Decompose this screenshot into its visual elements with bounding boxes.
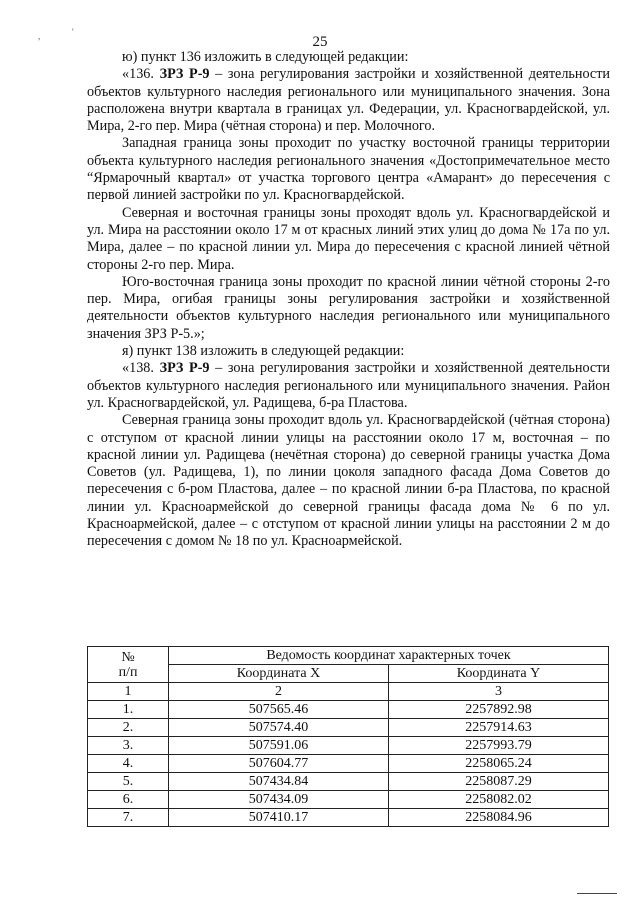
paragraph-north-border: Северная граница зоны проходит вдоль ул. Красногвардейской (чётная сторона) с отступом от красной линии улицы на расстоянии около 17 м, восточная – по красной линии ул. Радищева (нечётная сторона) до северной границы участка Дома Советов (ул. Радищева, 1), по линии цоколя западного фасада Дома Советов до пересечения с б-ром Пластова, далее – по красной линии б-ра Пластова, по красной линии ул. Красноармейской до северной границы фасада дома № 6 по ул. Красноармейской, далее – с отступом от красной линии улицы на расстоянии 2 м до пересечения с домом № 18 по ул. Красноармейской. <box>87 412 610 550</box>
zone-code: ЗРЗ Р-9 <box>159 66 210 83</box>
table-cell-number: 5. <box>88 773 169 791</box>
paragraph-west-border: Западная граница зоны проходит по участку восточной границы территории объекта культурного наследия регионального значения «Достопримечательное место “Ярмарочный квартал» от участка торгового центра «Амарант» до пересечения с первой линией застройки по ул. Красногвардейской. <box>87 135 610 204</box>
header-number <box>88 647 169 683</box>
paragraph-item-ya: я) пункт 138 изложить в следующей редакции: <box>122 343 405 360</box>
table-cell-x: 507565.46 <box>169 701 389 719</box>
paragraph-north-east-border: Северная и восточная границы зоны проходят вдоль ул. Красногвардейской и ул. Мира на расстоянии около 17 м от красных линий этих улиц до дома № 17а по ул. Мира, далее – по красной линии ул. Мира до пересечения с красной линией чётной стороны 2-го пер. Мира. <box>87 204 610 273</box>
table-cell-x: 507604.77 <box>169 755 389 773</box>
document-body <box>87 49 610 551</box>
coordinates-table <box>87 646 609 827</box>
table-row <box>88 755 609 773</box>
paragraph-item-yu: ю) пункт 136 изложить в следующей редакции: <box>122 49 409 65</box>
scan-speck: ' <box>72 27 74 37</box>
table-row <box>88 773 609 791</box>
table-cell: 3 <box>388 683 608 701</box>
table-cell-x: 507434.09 <box>169 791 389 809</box>
table-row <box>88 719 609 737</box>
footer-rule <box>577 893 617 894</box>
table-cell-y: 2257914.63 <box>388 719 608 737</box>
table-cell-number: 3. <box>88 737 169 755</box>
zone-code: ЗРЗ Р-9 <box>159 360 210 377</box>
zone-description: – зона регулирования застройки и хозяйственной деятельности объектов культурного наследия регионального или муниципального значения. Зона расположена внутри квартала в границах ул. Федерации, ул. Красногвардейской, ул. Мира, 2-го пер. Мира (чётная сторона) и пер. Молочного. <box>87 66 610 135</box>
table-row <box>88 809 609 827</box>
table-cell-number: 7. <box>88 809 169 827</box>
table-cell-y: 2257892.98 <box>388 701 608 719</box>
table-cell-number: 2. <box>88 719 169 737</box>
table-cell-y: 2257993.79 <box>388 737 608 755</box>
paragraph-136 <box>87 66 610 135</box>
table-index-row <box>88 683 609 701</box>
table-cell-y: 2258065.24 <box>388 755 608 773</box>
header-x: Координата X <box>169 665 389 683</box>
table-cell-y: 2258087.29 <box>388 773 608 791</box>
table-cell-x: 507591.06 <box>169 737 389 755</box>
header-number-label: п/п <box>118 664 138 680</box>
table-cell: 1 <box>88 683 169 701</box>
table-cell-number: 4. <box>88 755 169 773</box>
table-cell: 2 <box>169 683 389 701</box>
paragraph-138 <box>87 360 610 412</box>
table-cell-x: 507434.84 <box>169 773 389 791</box>
table-row <box>88 791 609 809</box>
table-cell-number: 6. <box>88 791 169 809</box>
scan-speck: , <box>38 31 41 41</box>
table-row <box>88 701 609 719</box>
header-y: Координата Y <box>388 665 608 683</box>
table-cell-x: 507574.40 <box>169 719 389 737</box>
table-header-row <box>88 647 609 665</box>
table-cell-number: 1. <box>88 701 169 719</box>
page-number: 25 <box>312 34 328 50</box>
table-cell-y: 2258082.02 <box>388 791 608 809</box>
table-cell-y: 2258084.96 <box>388 809 608 827</box>
item-number: «138. <box>122 360 154 377</box>
table-cell-x: 507410.17 <box>169 809 389 827</box>
table-row <box>88 737 609 755</box>
zone-description: – зона регулирования застройки и хозяйственной деятельности объектов культурного наследия регионального или муниципального значения. Район ул. Красногвардейской, ул. Радищева, б-ра Пластова. <box>87 360 610 411</box>
header-group: Ведомость координат характерных точек <box>169 647 609 665</box>
paragraph-south-east-border: Юго-восточная граница зоны проходит по красной линии чётной стороны 2-го пер. Мира, огибая границы зоны регулирования застройки и хозяйственной деятельности объектов культурного наследия регионального или муниципального значения ЗРЗ Р-5.»; <box>87 273 610 342</box>
header-number-symbol: № <box>121 649 135 665</box>
item-number: «136. <box>122 66 154 83</box>
